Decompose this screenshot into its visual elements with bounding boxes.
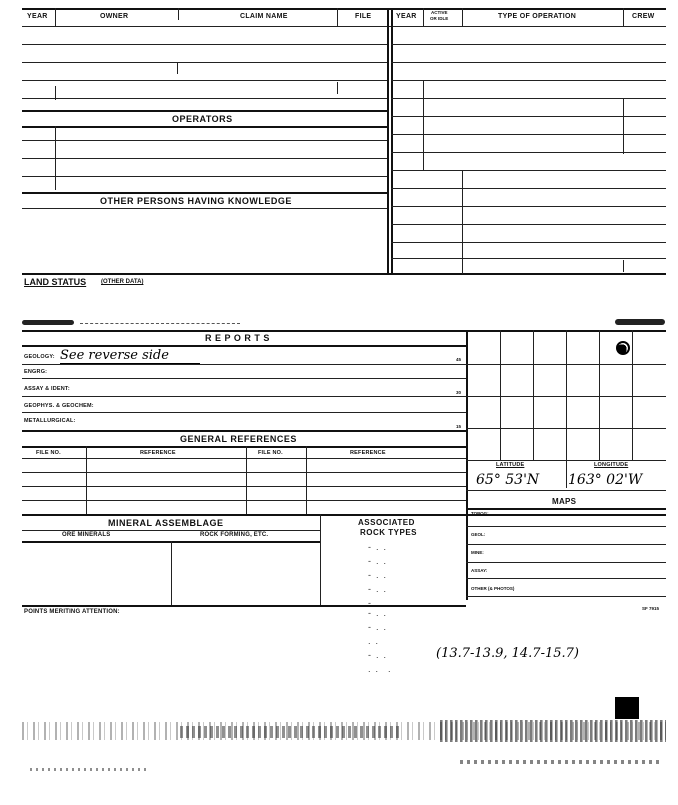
operators-heading: OPERATORS: [172, 114, 233, 124]
location-marker-icon: [616, 341, 630, 355]
header-owner: OWNER: [100, 13, 129, 20]
maps-other: OTHER (& PHOTOS): [471, 586, 515, 591]
points-note: (13.7-13.9, 14.7-15.7): [436, 646, 579, 661]
header-type-of-operation: TYPE OF OPERATION: [498, 13, 577, 20]
gen-ref-file-no-2: FILE NO.: [258, 450, 283, 456]
longitude-value: 163° 02'W: [568, 472, 643, 488]
report-code-geology: 45: [456, 357, 462, 362]
form-code: SF 7915: [642, 606, 660, 611]
land-status-sub: (OTHER DATA): [101, 279, 144, 285]
other-persons-heading: OTHER PERSONS HAVING KNOWLEDGE: [100, 196, 292, 206]
header-active: ACTIVE: [431, 10, 448, 15]
header-file: FILE: [355, 13, 372, 20]
report-label-engrg: ENGRG:: [24, 369, 48, 375]
ore-minerals-heading: ORE MINERALS: [62, 532, 111, 538]
report-code-metallurgical: 15: [456, 424, 462, 429]
general-references-title: GENERAL REFERENCES: [180, 434, 297, 444]
rock-forming-heading: ROCK FORMING, ETC.: [200, 532, 269, 538]
longitude-label: LONGITUDE: [594, 462, 629, 468]
maps-topog: TOPOG:: [471, 511, 489, 516]
maps-title: MAPS: [552, 497, 577, 506]
report-label-geology: GEOLOGY:: [24, 354, 55, 360]
latitude-label: LATITUDE: [496, 462, 525, 468]
header-claim-name: CLAIM NAME: [240, 13, 288, 20]
maps-assay: ASSAY:: [471, 568, 488, 573]
reports-title: R E P O R T S: [205, 333, 270, 343]
latitude-value: 65° 53'N: [476, 472, 540, 488]
report-label-geophys: GEOPHYS. & GEOCHEM:: [24, 403, 94, 409]
mineral-assemblage-title: MINERAL ASSEMBLAGE: [108, 518, 224, 528]
associated-rock-types-2: ROCK TYPES: [360, 528, 418, 537]
report-label-metallurgical: METALLURGICAL:: [24, 418, 76, 424]
report-code-assay: 30: [456, 390, 462, 395]
report-value-geology: See reverse side: [60, 348, 169, 363]
land-status-label: LAND STATUS: [24, 277, 87, 287]
header-year-2: YEAR: [396, 13, 417, 20]
maps-mine: MINE:: [471, 550, 484, 555]
maps-geol: GEOL:: [471, 532, 486, 537]
header-or-idle: OR IDLE: [430, 16, 449, 21]
gen-ref-reference-1: REFERENCE: [140, 450, 176, 456]
header-year: YEAR: [27, 13, 48, 20]
report-label-assay: ASSAY & IDENT:: [24, 386, 70, 392]
header-crew: CREW: [632, 13, 655, 20]
points-label: POINTS MERITING ATTENTION:: [24, 609, 120, 615]
gen-ref-file-no-1: FILE NO.: [36, 450, 61, 456]
associated-rock-types-1: ASSOCIATED: [358, 518, 415, 527]
gen-ref-reference-2: REFERENCE: [350, 450, 386, 456]
